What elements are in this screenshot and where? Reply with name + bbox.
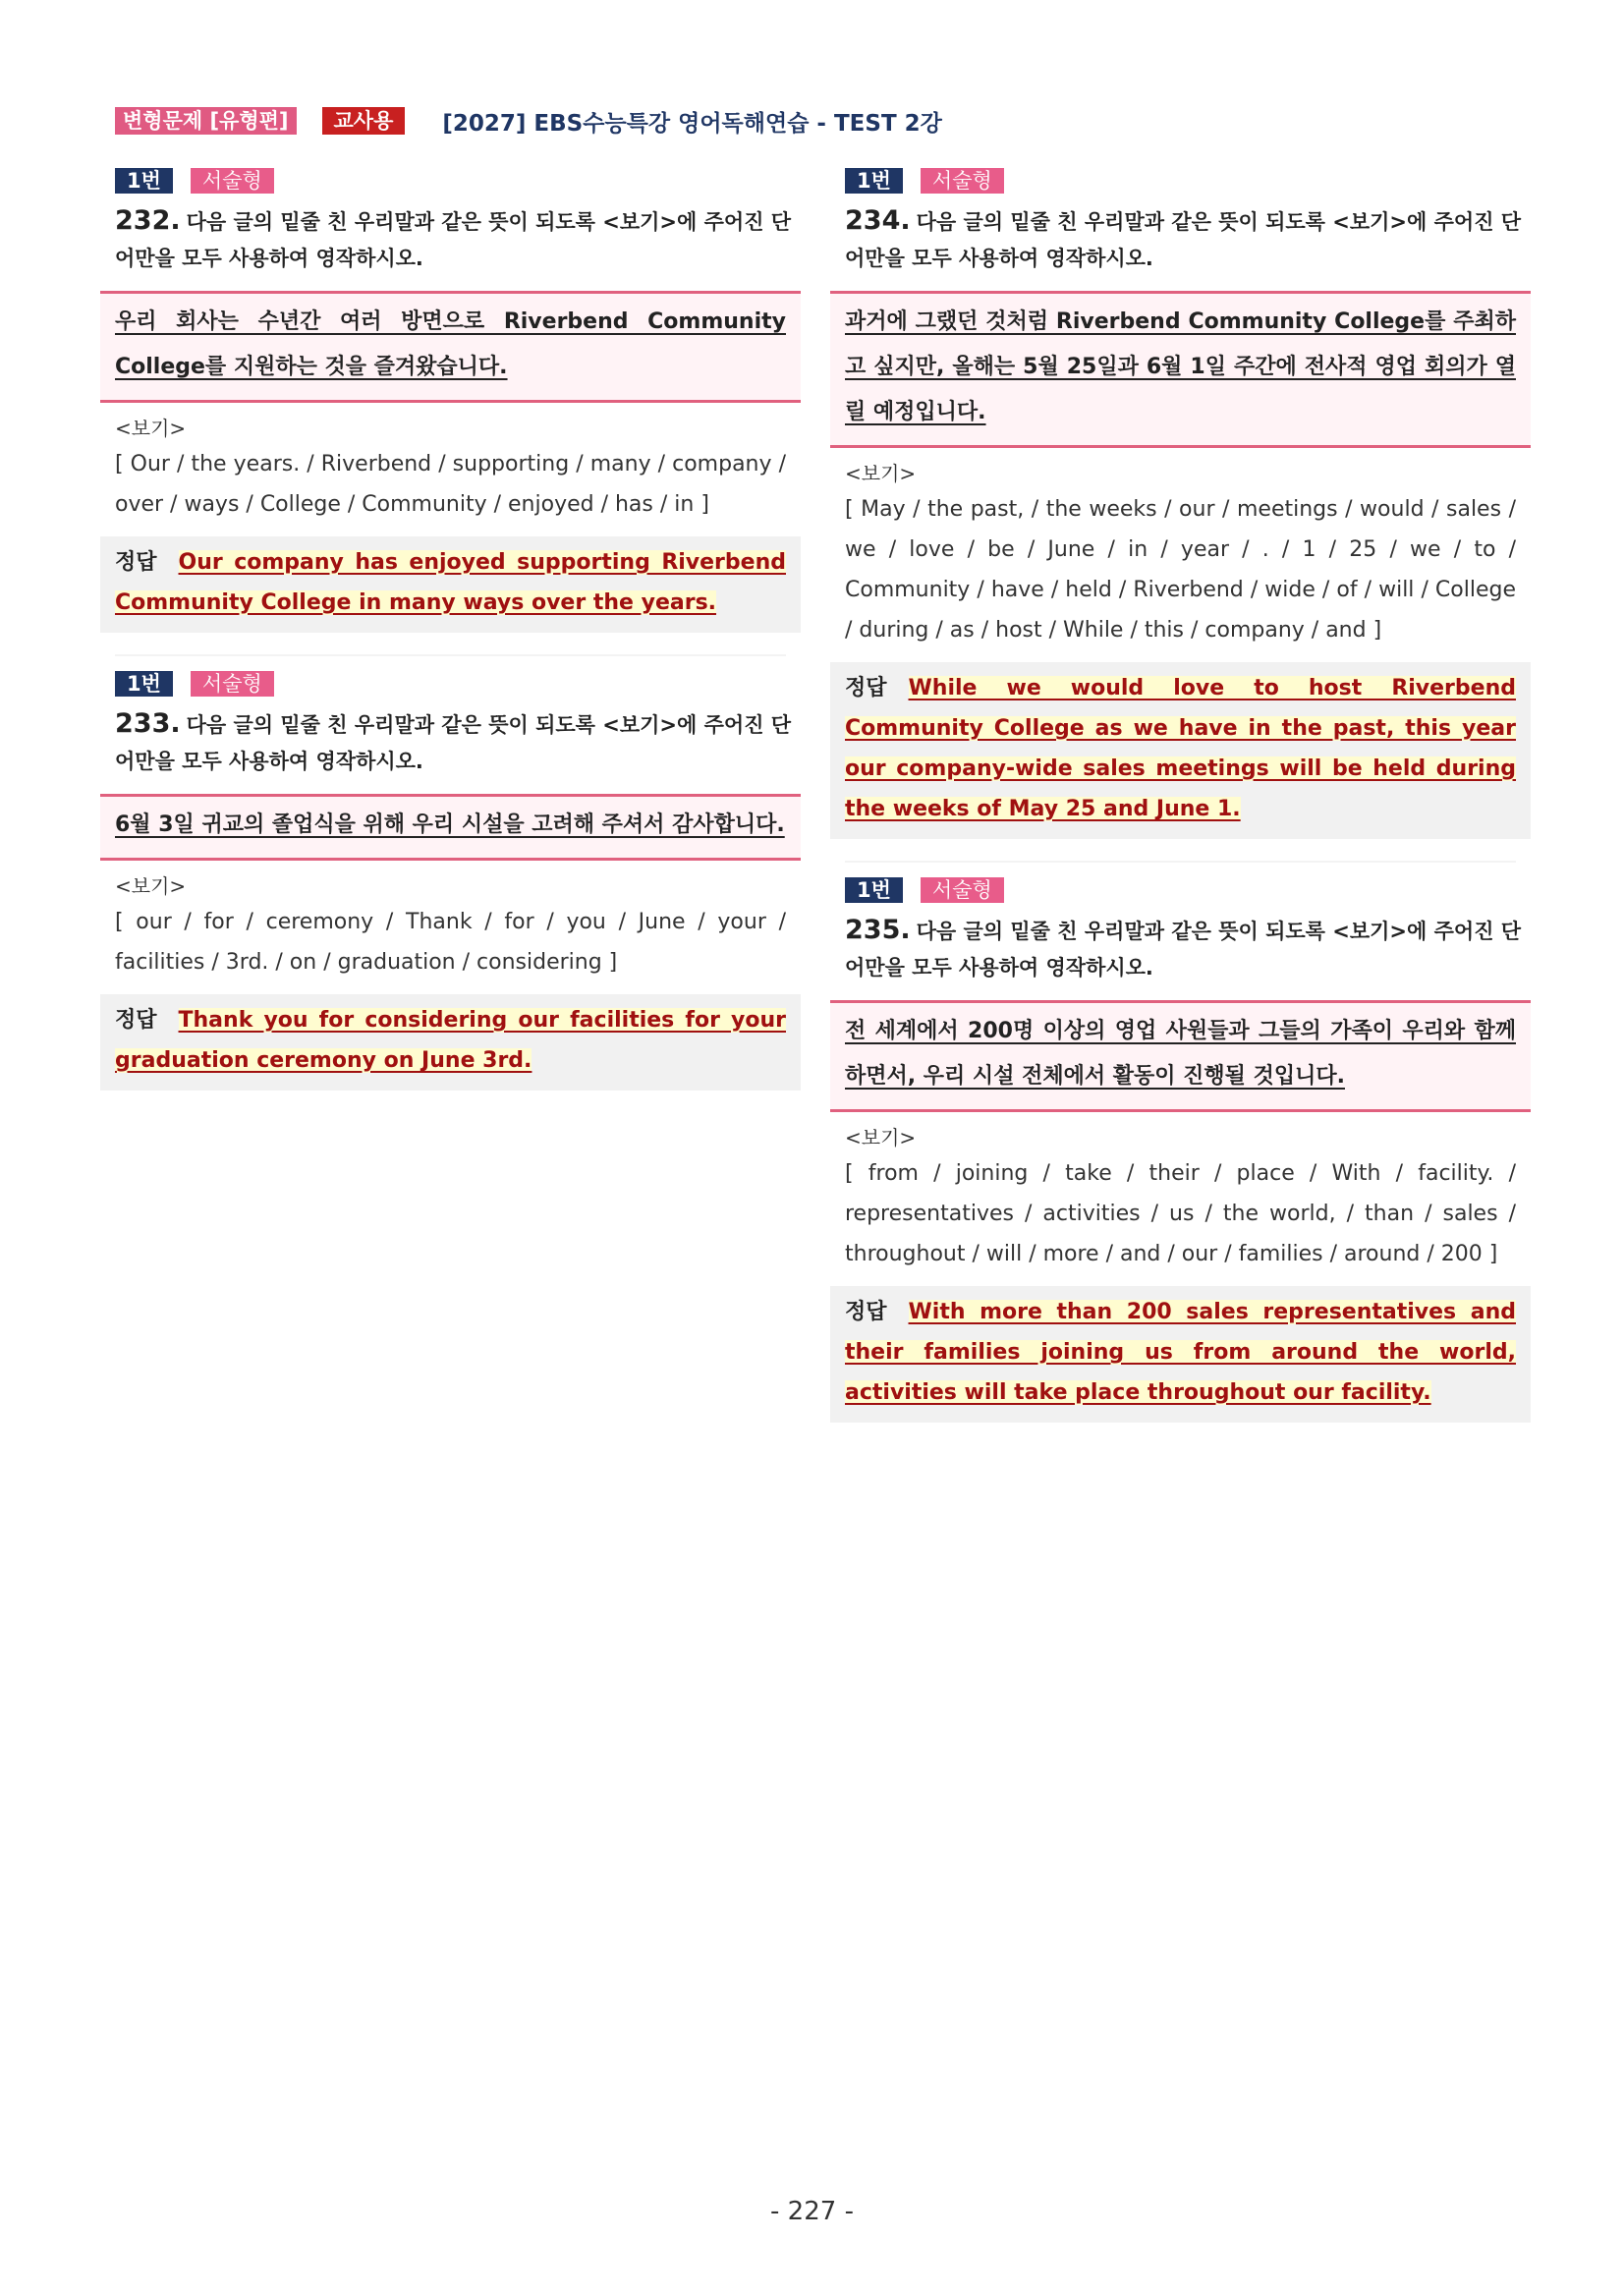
answer-label: 정답 xyxy=(845,1300,887,1324)
korean-sentence: 전 세계에서 200명 이상의 영업 사원들과 그들의 가족이 우리와 함께하면서, 우리 시설 전체에서 활동이 진행될 것입니다. xyxy=(830,1000,1531,1112)
number-badge: 1번 xyxy=(845,877,903,903)
divider xyxy=(115,654,786,656)
number-badge: 1번 xyxy=(845,168,903,194)
answer-text: With more than 200 sales representatives and their families joining us from around the world, activities will take place throughout our facility. xyxy=(845,1300,1516,1405)
question-instruction xyxy=(100,202,801,277)
question-235 xyxy=(830,876,1531,1423)
korean-sentence: 과거에 그랬던 것처럼 Riverbend Community College를 주최하고 싶지만, 올해는 5월 25일과 6월 1일 주간에 전사적 영업 회의가 열릴 예정입니다. xyxy=(830,291,1531,448)
divider xyxy=(845,861,1516,863)
page-title: [2027] EBS수능특강 영어독해연습 - TEST 2강 xyxy=(442,110,942,137)
question-233 xyxy=(100,670,801,1091)
number-badge: 1번 xyxy=(115,671,173,697)
korean-sentence: 6월 3일 귀교의 졸업식을 위해 우리 시설을 고려해 주셔서 감사합니다. xyxy=(100,794,801,861)
type-badge: 서술형 xyxy=(191,168,274,194)
question-number: 233. xyxy=(115,708,181,739)
korean-sentence: 우리 회사는 수년간 여러 방면으로 Riverbend Community College를 지원하는 것을 즐겨왔습니다. xyxy=(100,291,801,403)
number-badge: 1번 xyxy=(115,168,173,194)
bogi-words: [ Our / the years. / Riverbend / supporting / many / company / over / ways / College / Community / enjoyed / has / in ] xyxy=(115,452,786,517)
bogi-words: [ May / the past, / the weeks / our / meetings / would / sales / we / love / be / June / in / year / . / 1 / 25 / we / to / Community / have / held / Riverbend / wide / of / will / College / during / as / host / While / this / company / and ] xyxy=(845,497,1516,643)
question-number: 234. xyxy=(845,205,911,236)
left-column xyxy=(100,167,801,1112)
teacher-tag: 교사용 xyxy=(322,107,406,135)
question-instruction xyxy=(830,202,1531,277)
answer-label: 정답 xyxy=(115,550,157,575)
bogi-label: <보기> xyxy=(845,1126,917,1149)
right-column xyxy=(830,167,1531,1444)
type-badge: 서술형 xyxy=(191,671,274,697)
answer-text: While we would love to host Riverbend Community College as we have in the past, this year our company-wide sales meetings will be held during the weeks of May 25 and June 1. xyxy=(845,676,1516,821)
answer-text: Thank you for considering our facilities for your graduation ceremony on June 3rd. xyxy=(115,1008,786,1073)
bogi-label: <보기> xyxy=(115,417,187,440)
answer-label: 정답 xyxy=(115,1008,157,1033)
instruction-text: 다음 글의 밑줄 친 우리말과 같은 뜻이 되도록 <보기>에 주어진 단어만을 모두 사용하여 영작하시오. xyxy=(845,210,1522,270)
instruction-text: 다음 글의 밑줄 친 우리말과 같은 뜻이 되도록 <보기>에 주어진 단어만을 모두 사용하여 영작하시오. xyxy=(845,920,1522,980)
bogi-label: <보기> xyxy=(845,462,917,485)
question-number: 232. xyxy=(115,205,181,236)
instruction-text: 다음 글의 밑줄 친 우리말과 같은 뜻이 되도록 <보기>에 주어진 단어만을 모두 사용하여 영작하시오. xyxy=(115,713,792,773)
bogi-label: <보기> xyxy=(115,874,187,898)
question-232 xyxy=(100,167,801,633)
answer-label: 정답 xyxy=(845,676,887,700)
question-tags xyxy=(830,167,1531,195)
bogi-words: [ our / for / ceremony / Thank / for / you / June / your / facilities / 3rd. / on / graduation / considering ] xyxy=(115,910,786,975)
page-header xyxy=(115,106,942,136)
bogi-words: [ from / joining / take / their / place / With / facility. / representatives / activities / us / the world, / than / sales / throughout / will / more / and / our / families / around / 200 ] xyxy=(845,1161,1516,1266)
answer-text: Our company has enjoyed supporting Riverbend Community College in many ways over the years. xyxy=(115,550,786,615)
question-instruction xyxy=(100,705,801,780)
answer-box xyxy=(830,662,1531,839)
variant-tag: 변형문제 [유형편] xyxy=(115,107,297,135)
question-number: 235. xyxy=(845,915,911,945)
type-badge: 서술형 xyxy=(921,877,1004,903)
question-234 xyxy=(830,167,1531,839)
question-tags xyxy=(830,876,1531,904)
page-number: - 227 - xyxy=(770,2197,854,2226)
question-instruction xyxy=(830,912,1531,986)
type-badge: 서술형 xyxy=(921,168,1004,194)
question-tags xyxy=(100,670,801,698)
question-tags xyxy=(100,167,801,195)
answer-box xyxy=(100,994,801,1091)
answer-box xyxy=(100,536,801,633)
answer-box xyxy=(830,1286,1531,1423)
instruction-text: 다음 글의 밑줄 친 우리말과 같은 뜻이 되도록 <보기>에 주어진 단어만을 모두 사용하여 영작하시오. xyxy=(115,210,792,270)
